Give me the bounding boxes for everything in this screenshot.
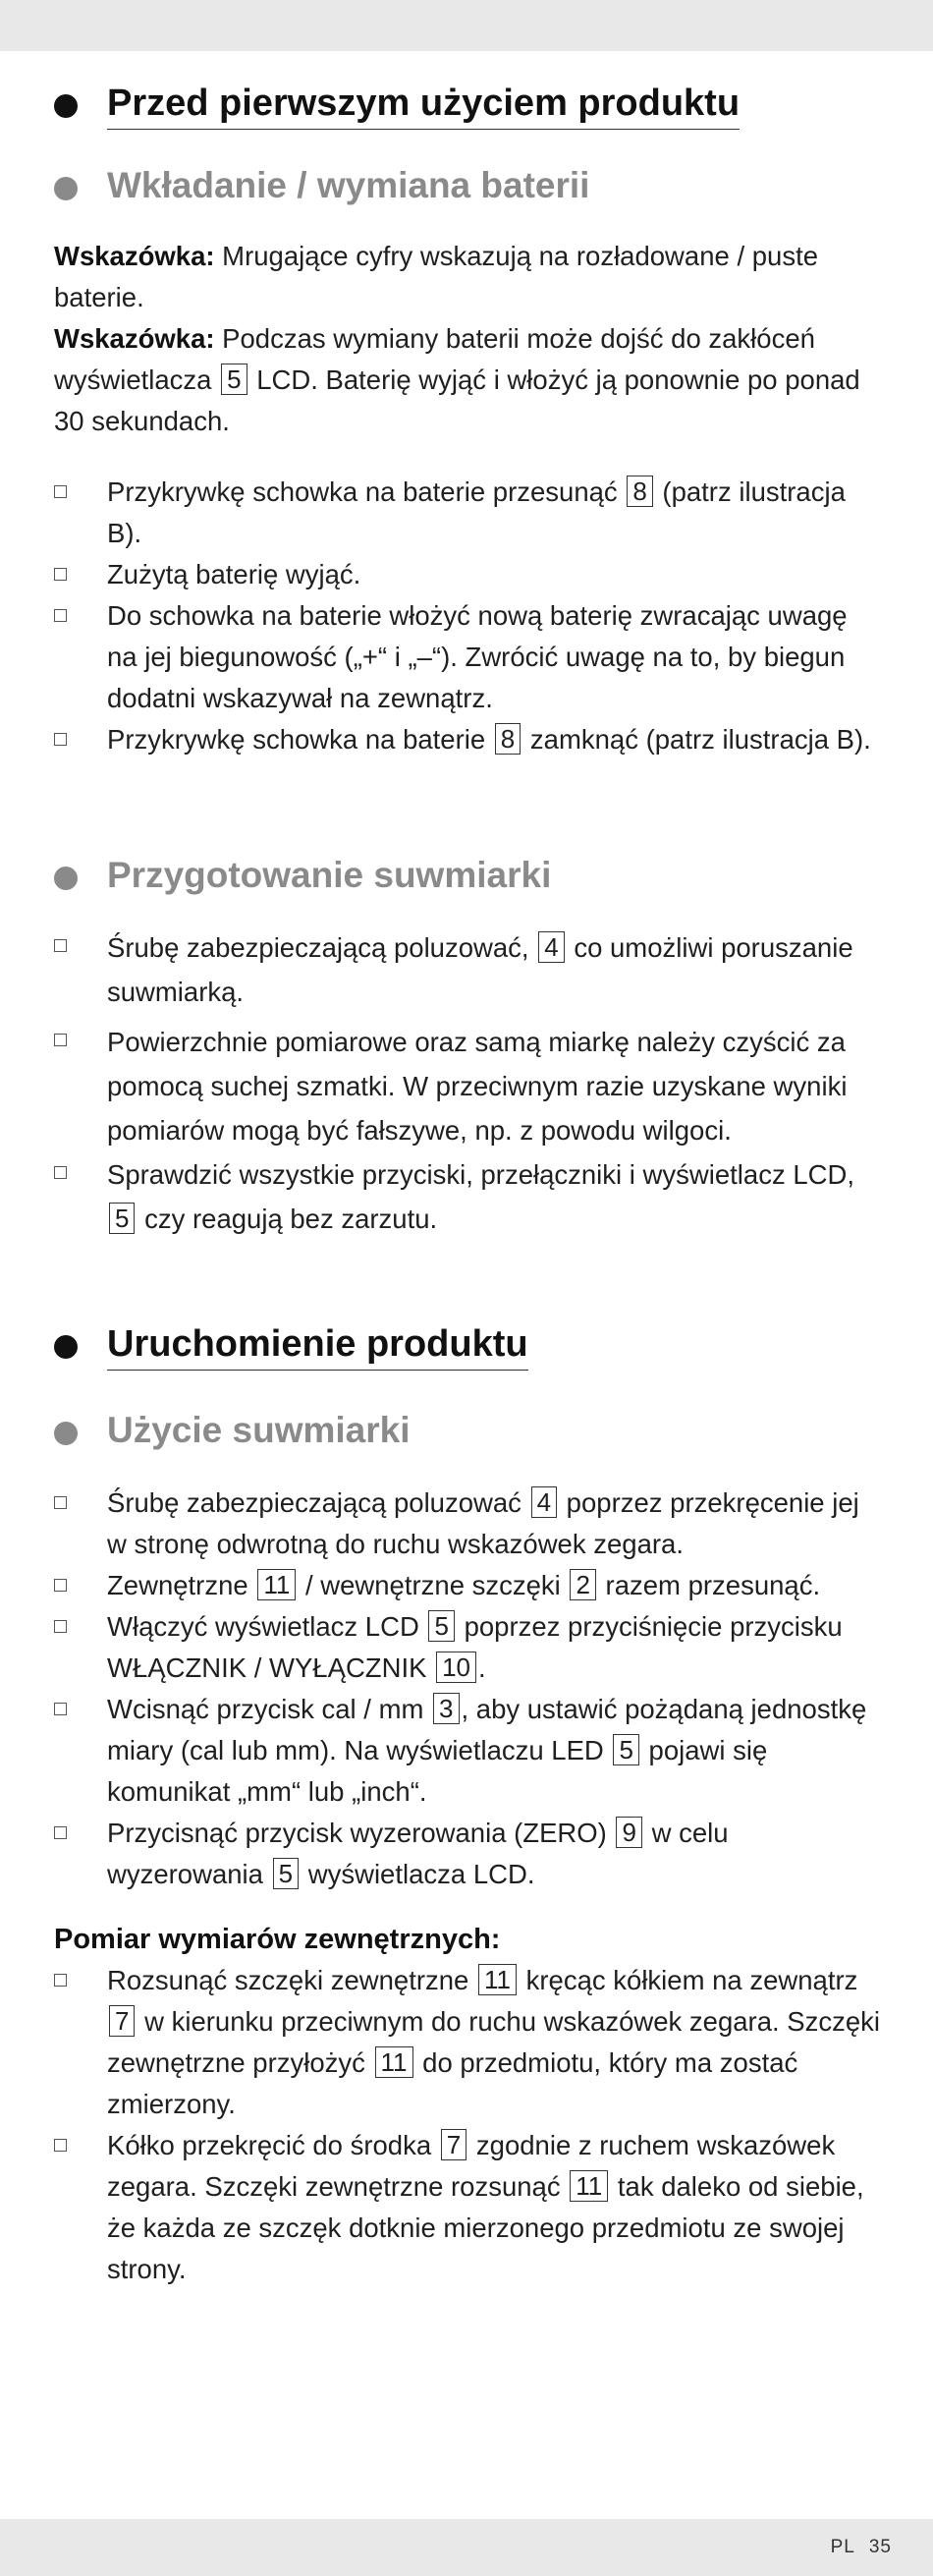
list-item bbox=[54, 719, 884, 760]
checkbox-bullet-icon bbox=[54, 609, 67, 622]
item-text: Wcisnąć przycisk cal / mm bbox=[107, 1694, 432, 1724]
prep-steps bbox=[54, 925, 884, 1241]
heading-use-text: Użycie suwmiarki bbox=[107, 1410, 411, 1450]
heading-startup-text: Uruchomienie produktu bbox=[107, 1321, 528, 1371]
item-text: czy reagują bez zarzutu. bbox=[137, 1204, 438, 1234]
heading-battery bbox=[54, 163, 884, 208]
list-item bbox=[54, 595, 884, 719]
item-text: wyświetlacza LCD. bbox=[301, 1859, 535, 1889]
checkbox-bullet-icon bbox=[54, 1620, 67, 1633]
list-item bbox=[54, 1152, 884, 1241]
checkbox-bullet-icon bbox=[54, 1496, 67, 1509]
item-text: Rozsunąć szczęki zewnętrzne bbox=[107, 1965, 476, 1995]
ref-number: 3 bbox=[433, 1693, 459, 1724]
ref-number: 5 bbox=[273, 1858, 299, 1889]
checkbox-bullet-icon bbox=[54, 485, 67, 498]
ref-number: 7 bbox=[441, 2129, 466, 2160]
item-text: co umożliwi poruszanie suwmiarką. bbox=[107, 932, 853, 1007]
item-text: / wewnętrzne szczęki bbox=[298, 1570, 569, 1600]
checkbox-bullet-icon bbox=[54, 1703, 67, 1715]
ref-number: 9 bbox=[616, 1817, 641, 1848]
list-item bbox=[54, 1020, 884, 1152]
ref-number: 4 bbox=[538, 931, 564, 963]
item-text: (patrz ilustracja B). bbox=[107, 476, 846, 548]
item-text: w celu wyzerowania bbox=[107, 1818, 729, 1889]
item-text: zamknąć (patrz ilustracja B). bbox=[522, 724, 871, 755]
page-language: PL bbox=[830, 2537, 855, 2557]
checkbox-bullet-icon bbox=[54, 1826, 67, 1839]
item-text: . bbox=[478, 1652, 486, 1683]
black-bullet-icon bbox=[54, 1335, 78, 1359]
item-text: Przycisnąć przycisk wyzerowania (ZERO) bbox=[107, 1818, 615, 1848]
checkbox-bullet-icon bbox=[54, 2139, 67, 2152]
item-text: poprzez przyciśnięcie przycisku WŁĄCZNIK / WYŁĄCZNIK bbox=[107, 1611, 843, 1683]
heading-startup bbox=[54, 1321, 884, 1371]
heading-use bbox=[54, 1408, 884, 1453]
list-item bbox=[54, 2125, 884, 2290]
list-item bbox=[54, 554, 884, 595]
note-text: LCD. Baterię wyjąć i włożyć ją ponownie po ponad 30 sekundach. bbox=[54, 364, 860, 436]
grey-bullet-icon bbox=[54, 1422, 78, 1445]
ref-number: 5 bbox=[109, 1203, 135, 1234]
item-text: razem przesunąć. bbox=[597, 1570, 821, 1600]
note-text: Mrugające cyfry wskazują na rozładowane / puste baterie. bbox=[54, 241, 818, 312]
list-item bbox=[54, 472, 884, 554]
use-steps bbox=[54, 1483, 884, 1895]
grey-bullet-icon bbox=[54, 177, 78, 200]
ref-number: 11 bbox=[570, 2170, 608, 2202]
ref-number: 8 bbox=[495, 723, 521, 755]
checkbox-bullet-icon bbox=[54, 568, 67, 581]
battery-notes bbox=[54, 236, 884, 442]
item-text: Śrubę zabezpieczającą poluzować bbox=[107, 1487, 529, 1518]
grey-bullet-icon bbox=[54, 867, 78, 890]
item-text: Włączyć wyświetlacz LCD bbox=[107, 1611, 427, 1642]
bottom-band bbox=[0, 2519, 933, 2576]
item-text: tak daleko od siebie, że każda ze szczęk dotknie mierzonego przedmiotu ze swojej strony. bbox=[107, 2171, 864, 2284]
page-number: 35 bbox=[868, 2537, 892, 2557]
item-text: Sprawdzić wszystkie przyciski, przełączniki i wyświetlacz LCD, bbox=[107, 1159, 855, 1190]
item-text: w kierunku przeciwnym do ruchu wskazówek zegara. Szczęki zewnętrzne przyłożyć bbox=[107, 2006, 881, 2078]
item-text: zgodnie z ruchem wskazówek zegara. Szczęki zewnętrzne rozsunąć bbox=[107, 2130, 836, 2202]
external-steps bbox=[54, 1960, 884, 2290]
ref-number: 5 bbox=[221, 364, 247, 395]
top-band bbox=[0, 0, 933, 51]
checkbox-bullet-icon bbox=[54, 1166, 67, 1179]
checkbox-bullet-icon bbox=[54, 939, 67, 952]
item-text: Zewnętrzne bbox=[107, 1570, 256, 1600]
list-item bbox=[54, 1689, 884, 1813]
ref-number: 10 bbox=[436, 1652, 476, 1683]
item-text: , aby ustawić pożądaną jednostkę miary (cal lub mm). Na wyświetlaczu LED bbox=[107, 1694, 867, 1765]
list-item bbox=[54, 1813, 884, 1895]
item-text: Przykrywkę schowka na baterie przesunąć bbox=[107, 476, 626, 507]
list-item bbox=[54, 1483, 884, 1565]
manual-page-content bbox=[54, 79, 884, 2290]
ref-number: 4 bbox=[531, 1486, 557, 1518]
heading-prep-text: Przygotowanie suwmiarki bbox=[107, 855, 552, 895]
black-bullet-icon bbox=[54, 94, 78, 118]
subheading-external: Pomiar wymiarów zewnętrznych: bbox=[54, 1924, 501, 1955]
heading-first-use-text: Przed pierwszym użyciem produktu bbox=[107, 81, 740, 130]
list-item bbox=[54, 1565, 884, 1606]
item-text: Powierzchnie pomiarowe oraz samą miarkę należy czyścić za pomocą suchej szmatki. W przeciwnym razie uzyskane wyniki pomiarów mogą być fałszywe, np. z powodu wilgoci. bbox=[107, 1027, 848, 1146]
list-item bbox=[54, 1960, 884, 2125]
item-text: Do schowka na baterie włożyć nową baterię zwracając uwagę na jej biegunowość („+“ i „–“). Zwrócić uwagę na to, by biegun dodatni wskazywał na zewnątrz. bbox=[107, 600, 848, 713]
ref-number: 11 bbox=[375, 2046, 413, 2078]
note-2 bbox=[54, 318, 884, 442]
item-text: Przykrywkę schowka na baterie bbox=[107, 724, 493, 755]
item-text: Śrubę zabezpieczającą poluzować, bbox=[107, 932, 537, 963]
item-text: do przedmiotu, który ma zostać zmierzony. bbox=[107, 2047, 798, 2119]
checkbox-bullet-icon bbox=[54, 1579, 67, 1592]
heading-prep bbox=[54, 853, 884, 898]
note-label: Wskazówka: bbox=[54, 241, 215, 271]
checkbox-bullet-icon bbox=[54, 733, 67, 746]
note-text: Podczas wymiany baterii może dojść do zakłóceń wyświetlacza bbox=[54, 323, 815, 395]
heading-first-use bbox=[54, 81, 884, 130]
item-text: kręcąc kółkiem na zewnątrz bbox=[519, 1965, 858, 1995]
checkbox-bullet-icon bbox=[54, 1974, 67, 1987]
note-label: Wskazówka: bbox=[54, 323, 215, 354]
item-text: pojawi się komunikat „mm“ lub „inch“. bbox=[107, 1735, 768, 1807]
ref-number: 5 bbox=[428, 1610, 454, 1642]
list-item bbox=[54, 925, 884, 1014]
ref-number: 5 bbox=[613, 1734, 638, 1765]
item-text: Zużytą baterię wyjąć. bbox=[107, 559, 361, 589]
checkbox-bullet-icon bbox=[54, 1034, 67, 1046]
item-text: Kółko przekręcić do środka bbox=[107, 2130, 439, 2160]
page-footer bbox=[817, 2537, 892, 2558]
ref-number: 11 bbox=[257, 1569, 296, 1600]
ref-number: 7 bbox=[109, 2005, 135, 2037]
ref-number: 11 bbox=[478, 1964, 517, 1995]
ref-number: 8 bbox=[627, 476, 652, 507]
heading-battery-text: Wkładanie / wymiana baterii bbox=[107, 165, 590, 205]
list-item bbox=[54, 1606, 884, 1689]
note-1 bbox=[54, 236, 884, 318]
battery-steps bbox=[54, 472, 884, 760]
ref-number: 2 bbox=[570, 1569, 595, 1600]
item-text: poprzez przekręcenie jej w stronę odwrotną do ruchu wskazówek zegara. bbox=[107, 1487, 859, 1559]
